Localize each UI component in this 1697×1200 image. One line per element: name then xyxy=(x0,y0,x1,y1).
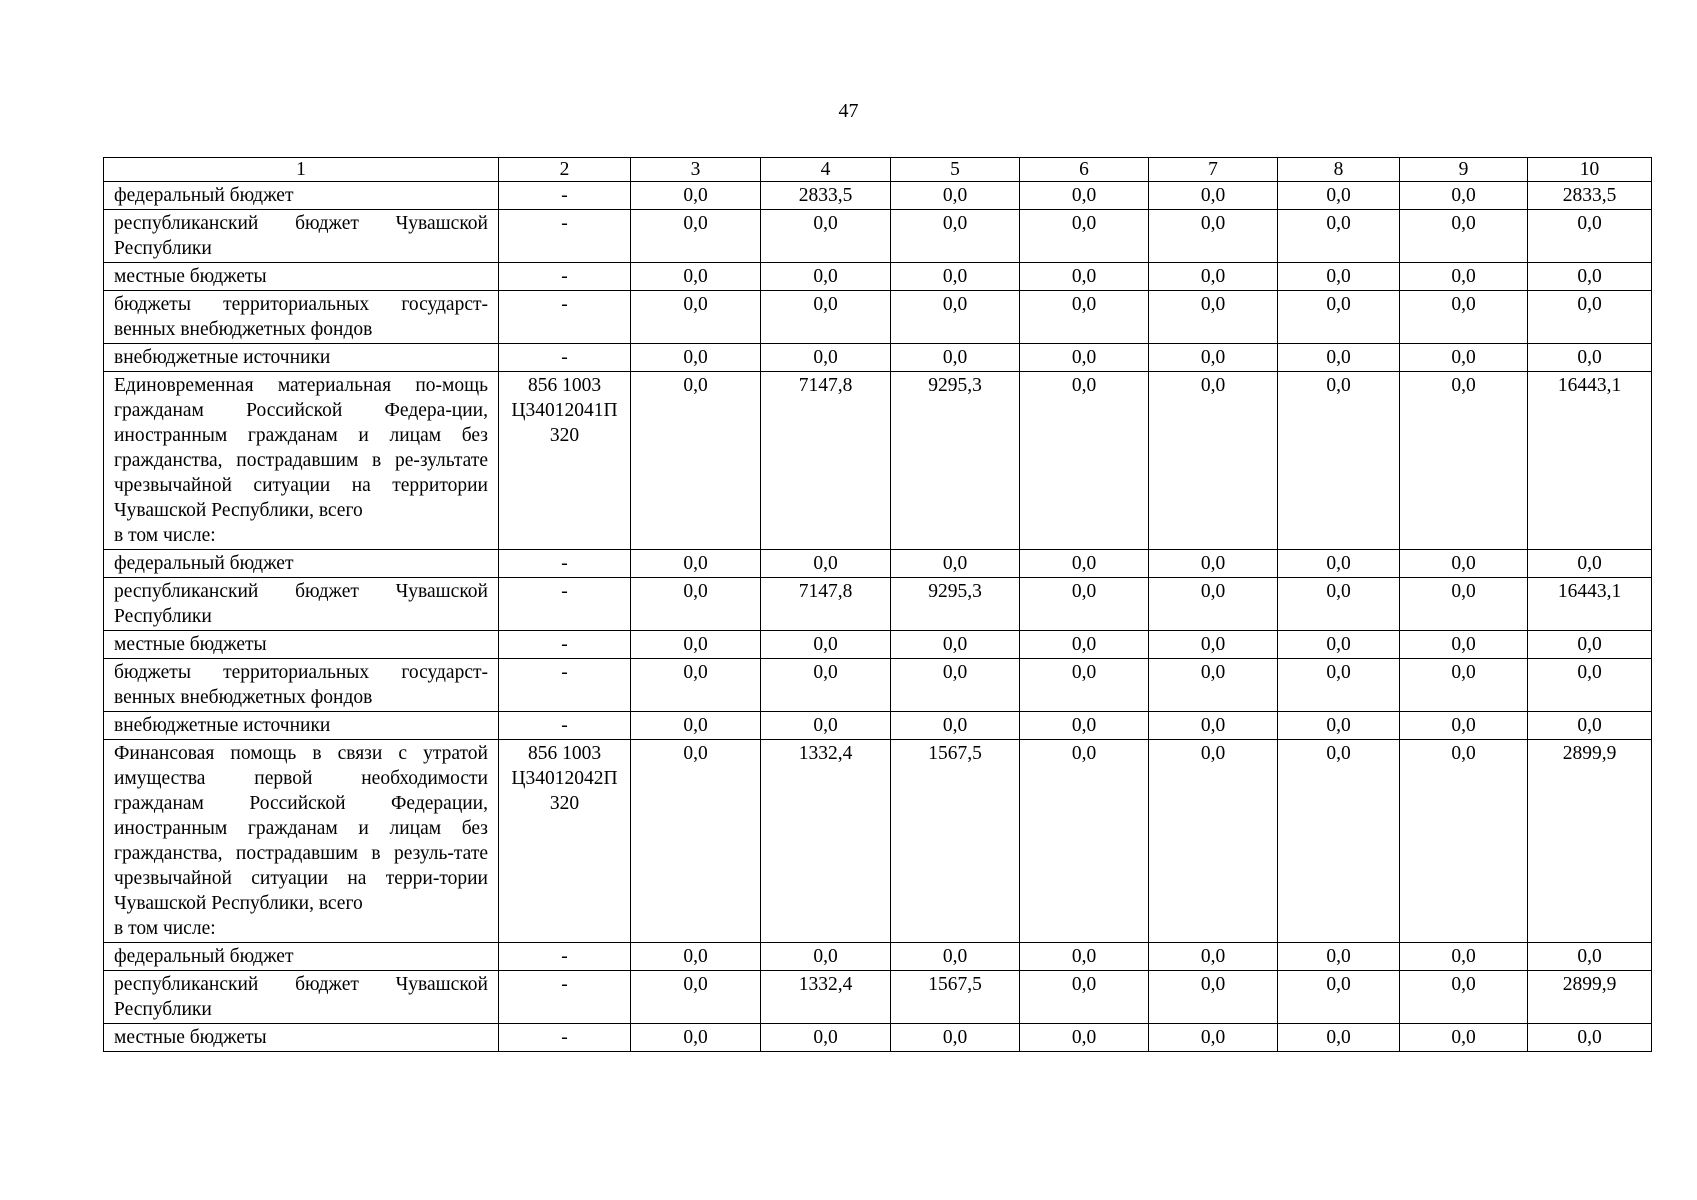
value-cell: 0,0 xyxy=(891,943,1020,971)
value-cell: 0,0 xyxy=(761,1024,891,1052)
row-name-cell xyxy=(104,210,499,263)
value-cell: 0,0 xyxy=(1528,344,1652,372)
value-cell: 9295,3 xyxy=(891,372,1020,550)
value-cell: 2899,9 xyxy=(1528,740,1652,943)
budget-code: - xyxy=(499,210,631,263)
value-cell: 0,0 xyxy=(1020,712,1149,740)
budget-code: - xyxy=(499,943,631,971)
value-cell: 0,0 xyxy=(1400,971,1528,1024)
table-row xyxy=(104,263,1652,291)
value-cell: 0,0 xyxy=(631,659,761,712)
row-name-cell xyxy=(104,943,499,971)
table-row xyxy=(104,344,1652,372)
value-cell: 0,0 xyxy=(1278,263,1400,291)
value-cell: 0,0 xyxy=(1528,263,1652,291)
budget-code: - xyxy=(499,1024,631,1052)
row-name: федеральный бюджет xyxy=(114,946,294,967)
table-row xyxy=(104,943,1652,971)
value-cell: 0,0 xyxy=(891,291,1020,344)
page-number: 47 xyxy=(838,100,859,122)
table-row xyxy=(104,631,1652,659)
row-name-cell xyxy=(104,631,499,659)
value-cell: 1567,5 xyxy=(891,740,1020,943)
row-name: федеральный бюджет xyxy=(114,553,294,574)
value-cell: 2833,5 xyxy=(761,182,891,210)
column-header: 8 xyxy=(1278,158,1400,182)
value-cell: 7147,8 xyxy=(761,578,891,631)
row-name-cell xyxy=(104,712,499,740)
value-cell: 0,0 xyxy=(1020,1024,1149,1052)
value-cell: 0,0 xyxy=(1149,578,1278,631)
value-cell: 0,0 xyxy=(891,210,1020,263)
column-header: 9 xyxy=(1400,158,1528,182)
budget-code: 856 1003 Ц34012041П 320 xyxy=(499,372,631,550)
value-cell: 1332,4 xyxy=(761,740,891,943)
row-name: внебюджетные источники xyxy=(114,715,331,736)
budget-code: - xyxy=(499,971,631,1024)
value-cell: 0,0 xyxy=(631,1024,761,1052)
value-cell: 0,0 xyxy=(1278,740,1400,943)
row-name: Финансовая помощь в связи с утратой имущества первой необходимости гражданам Российской Федерации, иностранным гражданам и лицам без гражданства, пострадавшим в резуль-тате чрезвычайной ситуации на терри-тории Чувашской Республики, всего xyxy=(114,743,488,914)
value-cell: 0,0 xyxy=(1149,740,1278,943)
value-cell: 0,0 xyxy=(1278,578,1400,631)
value-cell: 0,0 xyxy=(891,344,1020,372)
row-name: внебюджетные источники xyxy=(114,347,331,368)
value-cell: 0,0 xyxy=(1149,210,1278,263)
value-cell: 0,0 xyxy=(1400,182,1528,210)
value-cell: 0,0 xyxy=(1400,372,1528,550)
value-cell: 0,0 xyxy=(1020,631,1149,659)
row-name-cell xyxy=(104,182,499,210)
value-cell: 0,0 xyxy=(1020,182,1149,210)
value-cell: 0,0 xyxy=(1278,291,1400,344)
value-cell: 0,0 xyxy=(1149,550,1278,578)
value-cell: 0,0 xyxy=(1149,182,1278,210)
value-cell: 0,0 xyxy=(891,712,1020,740)
value-cell: 0,0 xyxy=(1149,1024,1278,1052)
value-cell: 0,0 xyxy=(631,971,761,1024)
value-cell: 0,0 xyxy=(631,578,761,631)
value-cell: 0,0 xyxy=(1528,943,1652,971)
row-name: республиканский бюджет Чувашской Республики xyxy=(114,581,488,627)
value-cell: 0,0 xyxy=(1020,372,1149,550)
budget-code: - xyxy=(499,578,631,631)
value-cell: 0,0 xyxy=(631,372,761,550)
value-cell: 0,0 xyxy=(1400,1024,1528,1052)
column-header: 1 xyxy=(104,158,499,182)
value-cell: 0,0 xyxy=(1020,971,1149,1024)
value-cell: 0,0 xyxy=(1020,943,1149,971)
table-row xyxy=(104,578,1652,631)
row-name-cell xyxy=(104,659,499,712)
column-header: 6 xyxy=(1020,158,1149,182)
column-header: 4 xyxy=(761,158,891,182)
value-cell: 0,0 xyxy=(891,182,1020,210)
value-cell: 0,0 xyxy=(1020,291,1149,344)
value-cell: 0,0 xyxy=(1278,1024,1400,1052)
budget-code: - xyxy=(499,631,631,659)
row-name: республиканский бюджет Чувашской Республики xyxy=(114,213,488,259)
table-row xyxy=(104,550,1652,578)
value-cell: 0,0 xyxy=(761,263,891,291)
value-cell: 0,0 xyxy=(1278,344,1400,372)
row-name: местные бюджеты xyxy=(114,1027,267,1048)
value-cell: 0,0 xyxy=(1278,631,1400,659)
value-cell: 0,0 xyxy=(1400,659,1528,712)
row-name: местные бюджеты xyxy=(114,634,267,655)
value-cell: 0,0 xyxy=(631,210,761,263)
budget-table xyxy=(103,157,1652,1052)
column-header: 5 xyxy=(891,158,1020,182)
value-cell: 0,0 xyxy=(1400,740,1528,943)
value-cell: 0,0 xyxy=(631,712,761,740)
value-cell: 0,0 xyxy=(1528,659,1652,712)
value-cell: 0,0 xyxy=(1278,712,1400,740)
value-cell: 2833,5 xyxy=(1528,182,1652,210)
table-row xyxy=(104,712,1652,740)
table-row xyxy=(104,372,1652,550)
value-cell: 0,0 xyxy=(1020,263,1149,291)
value-cell: 0,0 xyxy=(1278,943,1400,971)
value-cell: 0,0 xyxy=(1020,578,1149,631)
table-row xyxy=(104,210,1652,263)
budget-code: - xyxy=(499,344,631,372)
value-cell: 0,0 xyxy=(1149,263,1278,291)
value-cell: 0,0 xyxy=(1149,372,1278,550)
value-cell: 0,0 xyxy=(761,210,891,263)
row-name-cell xyxy=(104,344,499,372)
value-cell: 0,0 xyxy=(1149,712,1278,740)
value-cell: 0,0 xyxy=(891,1024,1020,1052)
table-row xyxy=(104,182,1652,210)
value-cell: 0,0 xyxy=(631,182,761,210)
value-cell: 0,0 xyxy=(891,659,1020,712)
value-cell: 0,0 xyxy=(891,263,1020,291)
value-cell: 0,0 xyxy=(631,631,761,659)
budget-code: 856 1003 Ц34012042П 320 xyxy=(499,740,631,943)
budget-code: - xyxy=(499,712,631,740)
value-cell: 0,0 xyxy=(1278,182,1400,210)
value-cell: 0,0 xyxy=(761,631,891,659)
value-cell: 0,0 xyxy=(1020,550,1149,578)
row-name: Единовременная материальная по-мощь гражданам Российской Федера-ции, иностранным гражданам и лицам без гражданства, пострадавшим в ре-зультате чрезвычайной ситуации на территории Чувашской Республики, всего xyxy=(114,375,488,521)
table-row xyxy=(104,740,1652,943)
value-cell: 0,0 xyxy=(1278,550,1400,578)
budget-code: - xyxy=(499,263,631,291)
value-cell: 0,0 xyxy=(1020,210,1149,263)
value-cell: 0,0 xyxy=(1528,631,1652,659)
budget-code: - xyxy=(499,659,631,712)
value-cell: 0,0 xyxy=(1149,659,1278,712)
value-cell: 0,0 xyxy=(1400,344,1528,372)
row-name: местные бюджеты xyxy=(114,266,267,287)
row-name-cell xyxy=(104,578,499,631)
row-name-cell xyxy=(104,550,499,578)
value-cell: 0,0 xyxy=(1528,210,1652,263)
row-name-cell xyxy=(104,740,499,943)
value-cell: 7147,8 xyxy=(761,372,891,550)
column-header: 7 xyxy=(1149,158,1278,182)
table-row xyxy=(104,971,1652,1024)
row-name-tail: в том числе: xyxy=(114,525,216,546)
value-cell: 0,0 xyxy=(631,943,761,971)
table-row xyxy=(104,659,1652,712)
value-cell: 0,0 xyxy=(1400,631,1528,659)
value-cell: 0,0 xyxy=(631,263,761,291)
value-cell: 0,0 xyxy=(761,943,891,971)
value-cell: 16443,1 xyxy=(1528,372,1652,550)
value-cell: 0,0 xyxy=(761,659,891,712)
value-cell: 9295,3 xyxy=(891,578,1020,631)
value-cell: 0,0 xyxy=(1400,943,1528,971)
table-row xyxy=(104,1024,1652,1052)
value-cell: 0,0 xyxy=(1528,291,1652,344)
row-name: бюджеты территориальных государст-венных внебюджетных фондов xyxy=(114,662,488,708)
row-name-cell xyxy=(104,263,499,291)
budget-code: - xyxy=(499,182,631,210)
value-cell: 1567,5 xyxy=(891,971,1020,1024)
row-name: республиканский бюджет Чувашской Республики xyxy=(114,974,488,1020)
value-cell: 0,0 xyxy=(1149,631,1278,659)
value-cell: 0,0 xyxy=(1528,1024,1652,1052)
budget-code: - xyxy=(499,550,631,578)
value-cell: 0,0 xyxy=(1149,291,1278,344)
column-header: 3 xyxy=(631,158,761,182)
value-cell: 0,0 xyxy=(1149,971,1278,1024)
value-cell: 0,0 xyxy=(1400,578,1528,631)
value-cell: 0,0 xyxy=(1149,344,1278,372)
value-cell: 0,0 xyxy=(631,740,761,943)
value-cell: 0,0 xyxy=(1278,372,1400,550)
header-row xyxy=(104,158,1652,182)
value-cell: 0,0 xyxy=(1278,210,1400,263)
value-cell: 0,0 xyxy=(761,550,891,578)
value-cell: 0,0 xyxy=(631,291,761,344)
value-cell: 0,0 xyxy=(1400,210,1528,263)
row-name-tail: в том числе: xyxy=(114,918,216,939)
row-name-cell xyxy=(104,291,499,344)
value-cell: 0,0 xyxy=(761,291,891,344)
value-cell: 0,0 xyxy=(1149,943,1278,971)
value-cell: 0,0 xyxy=(1020,344,1149,372)
value-cell: 0,0 xyxy=(1278,971,1400,1024)
row-name-cell xyxy=(104,971,499,1024)
value-cell: 0,0 xyxy=(1020,740,1149,943)
column-header: 2 xyxy=(499,158,631,182)
column-header: 10 xyxy=(1528,158,1652,182)
value-cell: 0,0 xyxy=(1278,659,1400,712)
row-name-cell xyxy=(104,372,499,550)
value-cell: 16443,1 xyxy=(1528,578,1652,631)
value-cell: 0,0 xyxy=(761,344,891,372)
row-name-cell xyxy=(104,1024,499,1052)
value-cell: 0,0 xyxy=(761,712,891,740)
value-cell: 0,0 xyxy=(1020,659,1149,712)
row-name: федеральный бюджет xyxy=(114,185,294,206)
value-cell: 0,0 xyxy=(1400,712,1528,740)
row-name: бюджеты территориальных государст-венных внебюджетных фондов xyxy=(114,294,488,340)
budget-code: - xyxy=(499,291,631,344)
value-cell: 0,0 xyxy=(1400,291,1528,344)
value-cell: 0,0 xyxy=(1528,550,1652,578)
value-cell: 0,0 xyxy=(1400,263,1528,291)
value-cell: 1332,4 xyxy=(761,971,891,1024)
value-cell: 0,0 xyxy=(891,550,1020,578)
value-cell: 0,0 xyxy=(1528,712,1652,740)
value-cell: 0,0 xyxy=(631,344,761,372)
value-cell: 2899,9 xyxy=(1528,971,1652,1024)
table-row xyxy=(104,291,1652,344)
value-cell: 0,0 xyxy=(891,631,1020,659)
value-cell: 0,0 xyxy=(631,550,761,578)
value-cell: 0,0 xyxy=(1400,550,1528,578)
